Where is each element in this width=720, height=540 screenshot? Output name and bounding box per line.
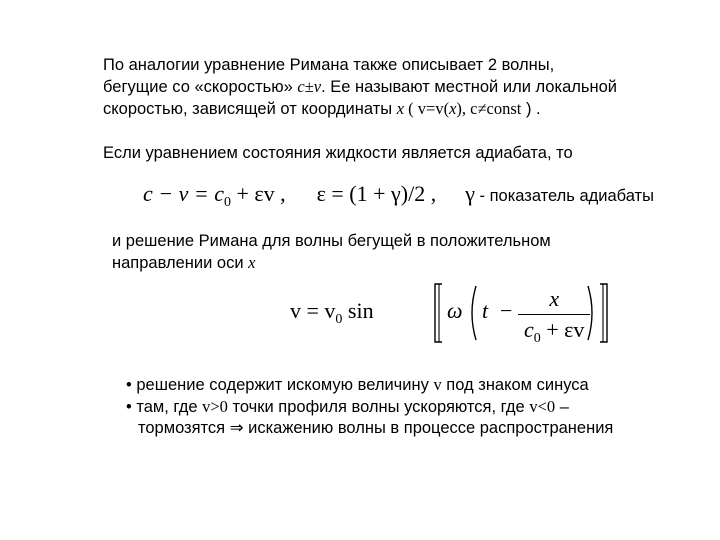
velocity-function-open: ( v=v( xyxy=(404,99,450,118)
formula1-sub: 0 xyxy=(224,195,231,210)
bullet-2-continuation xyxy=(126,418,613,439)
denominator-sub: 0 xyxy=(533,331,541,346)
solution-paragraph xyxy=(112,230,551,274)
sine-function: sin xyxy=(347,298,374,323)
intro-line-2-start: бегущие со «скоростью» xyxy=(103,78,298,96)
formula2-sub: 0 xyxy=(335,312,343,327)
bullet-3-end: искажению волны в процессе распространения xyxy=(243,419,614,437)
formula1-rhs: + εv , xyxy=(231,181,286,206)
minus-sign: − xyxy=(500,298,513,323)
bullet-1-end: под знаком синуса xyxy=(441,376,589,394)
bullet-1-start: • решение содержит искомую величину xyxy=(126,376,434,394)
formula1-lhs: c − v = c xyxy=(143,181,224,206)
epsilon-definition: ε = (1 + γ)/2 , xyxy=(316,181,437,206)
speed-expression: c±v xyxy=(297,77,322,96)
velocity-function-arg: x xyxy=(449,99,457,118)
fraction-numerator: x xyxy=(518,286,590,315)
omega-symbol: ω xyxy=(447,298,463,323)
inner-paren-left xyxy=(466,285,478,341)
formula2-lhs-group xyxy=(290,298,374,328)
speed-not-constant: c≠const xyxy=(470,99,522,118)
adiabat-sentence: Если уравнением состояния жидкости является адиабата, то xyxy=(103,144,573,162)
bullet-2 xyxy=(126,396,613,418)
gamma-symbol: γ xyxy=(465,181,475,206)
formula2-lhs: v = v xyxy=(290,298,336,323)
fraction-denominator xyxy=(518,315,590,347)
bullet-2-end: – xyxy=(555,398,569,416)
outer-bracket-left xyxy=(432,283,444,343)
implies-arrow: ⇒ xyxy=(229,419,244,437)
bullet-2-start: • там, где xyxy=(126,398,203,416)
intro-line-3 xyxy=(103,98,617,120)
solution-line-2-text: направлении оси xyxy=(112,254,249,272)
adiabat-formula xyxy=(143,181,654,211)
intro-line-3-start: скоростью, зависящей от координаты xyxy=(103,100,397,118)
bullet-2-mid: точки профиля волны ускоряются, где xyxy=(227,398,530,416)
bullet-2-negative: v<0 xyxy=(529,397,556,416)
coordinate-x: x xyxy=(396,99,405,118)
solution-line-2 xyxy=(112,252,551,274)
denominator-c: c xyxy=(524,317,534,342)
bullet-2-positive: v>0 xyxy=(202,397,228,416)
intro-line-2-end: . Ее называют местной или локальной xyxy=(321,78,617,96)
intro-paragraph xyxy=(103,54,617,120)
gamma-description: - показатель адиабаты xyxy=(474,187,654,205)
solution-line-1: и решение Римана для волны бегущей в положительном xyxy=(112,232,551,250)
intro-line-1: По аналогии уравнение Римана также описывает 2 волны, xyxy=(103,56,555,74)
intro-line-2 xyxy=(103,76,617,98)
bullet-1-variable: v xyxy=(433,375,442,394)
fraction xyxy=(518,286,590,347)
intro-line-3-end: ) . xyxy=(521,100,541,118)
bullet-list xyxy=(126,374,613,439)
bullet-3-start: тормозятся xyxy=(138,419,230,437)
inner-paren-right xyxy=(586,285,598,341)
denominator-rest: + εv xyxy=(540,317,585,342)
outer-bracket-right xyxy=(598,283,610,343)
bullet-1 xyxy=(126,374,613,396)
time-variable: t xyxy=(482,298,489,323)
axis-x: x xyxy=(248,253,256,272)
velocity-function-close: ), xyxy=(456,99,471,118)
